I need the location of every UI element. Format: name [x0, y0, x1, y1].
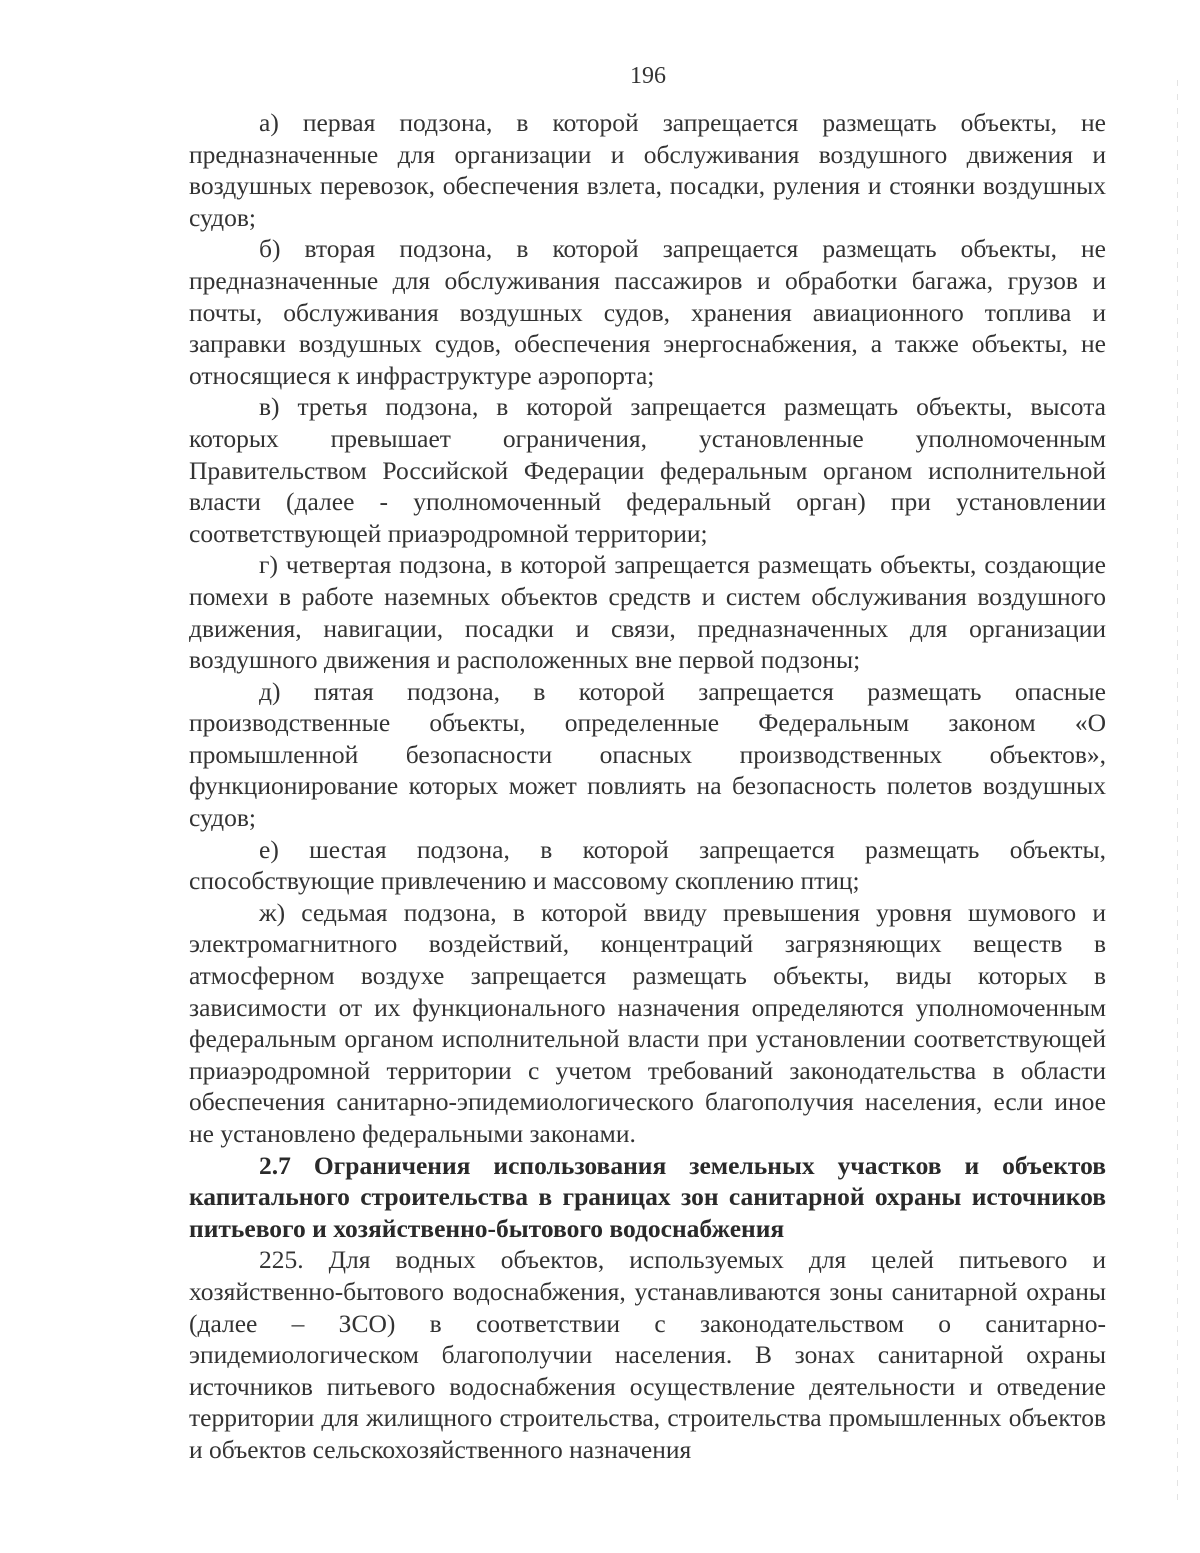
- subzone-paragraph-5: д) пятая подзона, в которой запрещается размещать опасные производственные объекты, определенные Федеральным законом «О промышленной безопасности опасных производственных объектов», функционирование которых может повлиять на безопасность полетов воздушных судов;: [189, 676, 1106, 833]
- paragraph-225: 225. Для водных объектов, используемых для целей питьевого и хозяйственно-бытового водоснабжения, устанавливаются зоны санитарной охраны (далее – ЗСО) в соответствии с законодательством о санитарно-эпидемиологическом благополучии населения. В зонах санитарной охраны источников питьевого водоснабжения осуществление деятельности и отведение территории для жилищного строительства, строительства промышленных объектов и объектов сельскохозяйственного назначения: [189, 1245, 1106, 1464]
- subzone-paragraph-6: е) шестая подзона, в которой запрещается размещать объекты, способствующие привлечению и массовому скоплению птиц;: [189, 834, 1106, 896]
- subzone-paragraph-1: а) первая подзона, в которой запрещается размещать объекты, не предназначенные для организации и обслуживания воздушного движения и воздушных перевозок, обеспечения взлета, посадки, руления и стоянки воздушных судов;: [189, 108, 1106, 232]
- page-number: 196: [630, 63, 666, 89]
- document-body: [189, 107, 1106, 1466]
- section-heading: 2.7 Ограничения использования земельных участков и объектов капитального строительства в границах зон санитарной охраны источников питьевого и хозяйственно-бытового водоснабжения: [189, 1150, 1106, 1243]
- subzone-paragraph-2: б) вторая подзона, в которой запрещается размещать объекты, не предназначенные для обслуживания пассажиров и обработки багажа, грузов и почты, обслуживания воздушных судов, хранения авиационного топлива и заправки воздушных судов, обеспечения энергоснабжения, а также объекты, не относящиеся к инфраструктуре аэропорта;: [189, 234, 1106, 390]
- scan-edge-artifact: [1177, 80, 1178, 1500]
- subzone-paragraph-3: в) третья подзона, в которой запрещается размещать объекты, высота которых превышает ограничения, установленные уполномоченным Правительством Российской Федерации федеральным органом исполнительной власти (далее - уполномоченный федеральный орган) при установлении соответствующей приаэродромной территории;: [189, 392, 1106, 548]
- subzone-paragraph-4: г) четвертая подзона, в которой запрещается размещать объекты, создающие помехи в работе наземных объектов средств и систем обслуживания воздушного движения, навигации, посадки и связи, предназначенных для организации воздушного движения и расположенных вне первой подзоны;: [189, 550, 1106, 675]
- subzone-paragraph-7: ж) седьмая подзона, в которой ввиду превышения уровня шумового и электромагнитного воздействий, концентраций загрязняющих веществ в атмосферном воздухе запрещается размещать объекты, виды которых в зависимости от их функционального назначения определяются уполномоченным федеральным органом исполнительной власти при установлении соответствующей приаэродромной территории с учетом требований законодательства в области обеспечения санитарно-эпидемиологического благополучия населения, если иное не установлено федеральными законами.: [189, 897, 1106, 1148]
